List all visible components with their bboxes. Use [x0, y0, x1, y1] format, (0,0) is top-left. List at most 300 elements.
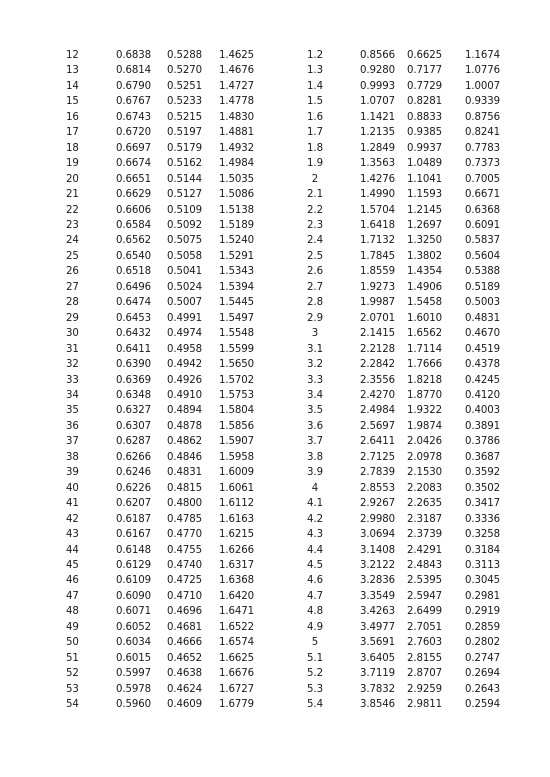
value-f-cell: 0.2594	[464, 699, 500, 711]
value-d-cell: 0.9280	[359, 65, 395, 77]
spacer-cell	[500, 141, 550, 156]
spacer-cell	[500, 125, 550, 140]
value-e-cell: 1.9874	[406, 420, 442, 432]
spacer-cell	[0, 249, 66, 264]
x-value-cell: 3.5	[307, 405, 323, 417]
spacer-cell	[0, 527, 66, 542]
x-value-cell: 1.5	[307, 96, 323, 108]
spacer-cell	[0, 233, 66, 248]
data-table	[0, 48, 550, 712]
row-number-cell: 19	[66, 158, 79, 170]
value-f-cell: 0.3113	[464, 559, 500, 571]
value-b-cell: 0.4910	[167, 389, 203, 401]
value-c-cell: 1.5702	[219, 374, 255, 386]
value-d-cell: 2.4270	[359, 389, 395, 401]
value-d-cell: 3.6405	[359, 652, 395, 664]
value-a-cell: 0.6015	[116, 652, 152, 664]
value-f-cell: 0.2802	[464, 637, 500, 649]
value-a-cell: 0.6651	[116, 173, 152, 185]
row-number-cell: 52	[66, 668, 79, 680]
value-b-cell: 0.4638	[167, 668, 203, 680]
x-value-cell: 3	[311, 328, 319, 340]
spacer-cell	[0, 635, 66, 650]
spacer-cell	[500, 651, 550, 666]
spacer-cell	[500, 373, 550, 388]
value-e-cell: 2.7051	[406, 621, 442, 633]
row-number-cell: 23	[66, 219, 79, 231]
table-row	[0, 543, 550, 558]
value-c-cell: 1.6727	[219, 683, 255, 695]
x-value-cell: 2.2	[307, 204, 323, 216]
value-c-cell: 1.6215	[219, 529, 255, 541]
spacer-cell	[0, 543, 66, 558]
spacer-cell	[500, 342, 550, 357]
value-a-cell: 0.6071	[116, 606, 152, 618]
x-value-cell: 4.1	[307, 498, 323, 510]
spacer-cell	[500, 249, 550, 264]
value-c-cell: 1.6112	[219, 498, 255, 510]
x-value-cell: 4.4	[307, 544, 323, 556]
spacer-cell	[500, 311, 550, 326]
value-f-cell: 0.3502	[464, 482, 500, 494]
value-d-cell: 1.4276	[359, 173, 395, 185]
spacer-cell	[0, 620, 66, 635]
value-f-cell: 0.7373	[464, 158, 500, 170]
value-c-cell: 1.5753	[219, 389, 255, 401]
value-e-cell: 1.5458	[406, 297, 442, 309]
table-row	[0, 481, 550, 496]
spacer-cell	[500, 295, 550, 310]
x-value-cell: 2.3	[307, 219, 323, 231]
value-f-cell: 0.3891	[464, 420, 500, 432]
row-number-cell: 15	[66, 96, 79, 108]
value-b-cell: 0.5179	[167, 142, 203, 154]
value-c-cell: 1.5240	[219, 235, 255, 247]
value-e-cell: 0.9937	[406, 142, 442, 154]
value-a-cell: 0.6327	[116, 405, 152, 417]
value-c-cell: 1.6779	[219, 699, 255, 711]
value-c-cell: 1.6317	[219, 559, 255, 571]
value-a-cell: 0.6743	[116, 111, 152, 123]
table-row	[0, 94, 550, 109]
row-number-cell: 41	[66, 498, 79, 510]
x-value-cell: 3.9	[307, 467, 323, 479]
x-value-cell: 4.6	[307, 575, 323, 587]
value-f-cell: 0.5837	[464, 235, 500, 247]
table-row	[0, 264, 550, 279]
spacer-cell	[500, 543, 550, 558]
table-row	[0, 48, 550, 63]
value-e-cell: 1.7666	[406, 359, 442, 371]
value-c-cell: 1.5856	[219, 420, 255, 432]
value-c-cell: 1.5907	[219, 436, 255, 448]
spacer-cell	[0, 79, 66, 94]
value-a-cell: 0.6226	[116, 482, 152, 494]
value-b-cell: 0.4681	[167, 621, 203, 633]
spacer-cell	[500, 604, 550, 619]
row-number-cell: 28	[66, 297, 79, 309]
row-number-cell: 42	[66, 513, 79, 525]
value-a-cell: 0.6148	[116, 544, 152, 556]
value-f-cell: 0.4120	[464, 389, 500, 401]
table-row	[0, 666, 550, 681]
spacer-cell	[0, 280, 66, 295]
x-value-cell: 5.4	[307, 699, 323, 711]
table-row	[0, 620, 550, 635]
value-e-cell: 2.7603	[406, 637, 442, 649]
spacer-cell	[0, 295, 66, 310]
value-e-cell: 2.5395	[406, 575, 442, 587]
spacer-cell	[0, 573, 66, 588]
spacer-cell	[500, 434, 550, 449]
table-row	[0, 203, 550, 218]
value-d-cell: 2.9267	[359, 498, 395, 510]
value-f-cell: 0.3786	[464, 436, 500, 448]
value-c-cell: 1.5189	[219, 219, 255, 231]
value-d-cell: 2.6411	[359, 436, 395, 448]
spacer-cell	[0, 388, 66, 403]
value-b-cell: 0.4958	[167, 343, 203, 355]
row-number-cell: 26	[66, 266, 79, 278]
value-e-cell: 0.6625	[406, 50, 442, 61]
value-a-cell: 0.6207	[116, 498, 152, 510]
value-c-cell: 1.4932	[219, 142, 255, 154]
value-c-cell: 1.4625	[219, 50, 255, 61]
value-b-cell: 0.4770	[167, 529, 203, 541]
value-a-cell: 0.6129	[116, 559, 152, 571]
table-row	[0, 373, 550, 388]
x-value-cell: 1.4	[307, 80, 323, 92]
x-value-cell: 1.9	[307, 158, 323, 170]
spacer-cell	[0, 110, 66, 125]
value-c-cell: 1.5804	[219, 405, 255, 417]
value-b-cell: 0.4878	[167, 420, 203, 432]
spacer-cell	[500, 218, 550, 233]
value-c-cell: 1.6625	[219, 652, 255, 664]
value-d-cell: 0.9993	[359, 80, 395, 92]
value-e-cell: 0.8281	[406, 96, 442, 108]
spacer-cell	[0, 156, 66, 171]
table-row	[0, 249, 550, 264]
row-number-cell: 17	[66, 127, 79, 139]
value-f-cell: 0.3045	[464, 575, 500, 587]
value-d-cell: 1.8559	[359, 266, 395, 278]
row-number-cell: 39	[66, 467, 79, 479]
value-d-cell: 3.1408	[359, 544, 395, 556]
row-number-cell: 25	[66, 250, 79, 262]
value-e-cell: 2.1530	[406, 467, 442, 479]
spacer-cell	[500, 481, 550, 496]
value-b-cell: 0.5270	[167, 65, 203, 77]
spacer-cell	[0, 450, 66, 465]
spacer-cell	[0, 172, 66, 187]
spacer-cell	[0, 604, 66, 619]
table-row	[0, 651, 550, 666]
value-c-cell: 1.6574	[219, 637, 255, 649]
row-number-cell: 34	[66, 389, 79, 401]
table-row	[0, 465, 550, 480]
table-row	[0, 682, 550, 697]
value-f-cell: 0.4378	[464, 359, 500, 371]
table-row	[0, 125, 550, 140]
x-value-cell: 2.5	[307, 250, 323, 262]
x-value-cell: 1.7	[307, 127, 323, 139]
value-e-cell: 1.3250	[406, 235, 442, 247]
value-e-cell: 1.0489	[406, 158, 442, 170]
spacer-cell	[500, 79, 550, 94]
value-d-cell: 2.7125	[359, 451, 395, 463]
table-row	[0, 604, 550, 619]
value-f-cell: 1.0776	[464, 65, 500, 77]
value-d-cell: 1.4990	[359, 189, 395, 201]
value-d-cell: 2.0701	[359, 312, 395, 324]
x-value-cell: 3.7	[307, 436, 323, 448]
value-f-cell: 0.7005	[464, 173, 500, 185]
value-e-cell: 0.7177	[406, 65, 442, 77]
value-d-cell: 1.0707	[359, 96, 395, 108]
value-f-cell: 0.2859	[464, 621, 500, 633]
value-f-cell: 0.3687	[464, 451, 500, 463]
value-b-cell: 0.4755	[167, 544, 203, 556]
x-value-cell: 4.5	[307, 559, 323, 571]
value-d-cell: 1.6418	[359, 219, 395, 231]
x-value-cell: 4	[311, 482, 319, 494]
value-d-cell: 2.8553	[359, 482, 395, 494]
table-row	[0, 233, 550, 248]
value-d-cell: 1.1421	[359, 111, 395, 123]
spacer-cell	[500, 527, 550, 542]
value-a-cell: 0.6562	[116, 235, 152, 247]
x-value-cell: 4.8	[307, 606, 323, 618]
row-number-cell: 40	[66, 482, 79, 494]
value-e-cell: 2.2083	[406, 482, 442, 494]
x-value-cell: 5.1	[307, 652, 323, 664]
value-d-cell: 1.3563	[359, 158, 395, 170]
value-a-cell: 0.6411	[116, 343, 152, 355]
value-e-cell: 1.8770	[406, 389, 442, 401]
value-c-cell: 1.5138	[219, 204, 255, 216]
value-d-cell: 3.2122	[359, 559, 395, 571]
spacer-cell	[500, 187, 550, 202]
value-a-cell: 0.5960	[116, 699, 152, 711]
table-row	[0, 419, 550, 434]
spacer-cell	[0, 434, 66, 449]
value-b-cell: 0.4710	[167, 590, 203, 602]
spacer-cell	[0, 218, 66, 233]
value-b-cell: 0.4894	[167, 405, 203, 417]
spacer-cell	[500, 419, 550, 434]
row-number-cell: 44	[66, 544, 79, 556]
x-value-cell: 2.6	[307, 266, 323, 278]
spacer-cell	[0, 512, 66, 527]
value-f-cell: 0.3184	[464, 544, 500, 556]
spacer-cell	[500, 264, 550, 279]
value-a-cell: 0.6674	[116, 158, 152, 170]
spacer-cell	[0, 187, 66, 202]
spacer-cell	[500, 589, 550, 604]
row-number-cell: 22	[66, 204, 79, 216]
table-row	[0, 512, 550, 527]
value-e-cell: 1.9322	[406, 405, 442, 417]
x-value-cell: 2.1	[307, 189, 323, 201]
value-b-cell: 0.4815	[167, 482, 203, 494]
value-d-cell: 3.8546	[359, 699, 395, 711]
row-number-cell: 53	[66, 683, 79, 695]
spacer-cell	[0, 496, 66, 511]
value-c-cell: 1.5394	[219, 281, 255, 293]
value-b-cell: 0.5041	[167, 266, 203, 278]
value-e-cell: 2.8707	[406, 668, 442, 680]
x-value-cell: 1.3	[307, 65, 323, 77]
value-c-cell: 1.4676	[219, 65, 255, 77]
value-e-cell: 2.6499	[406, 606, 442, 618]
value-c-cell: 1.4984	[219, 158, 255, 170]
value-c-cell: 1.4778	[219, 96, 255, 108]
row-number-cell: 37	[66, 436, 79, 448]
value-d-cell: 1.9273	[359, 281, 395, 293]
value-c-cell: 1.6163	[219, 513, 255, 525]
x-value-cell: 3.8	[307, 451, 323, 463]
value-e-cell: 2.0978	[406, 451, 442, 463]
value-d-cell: 3.2836	[359, 575, 395, 587]
value-d-cell: 3.3549	[359, 590, 395, 602]
value-c-cell: 1.4727	[219, 80, 255, 92]
value-a-cell: 0.6266	[116, 451, 152, 463]
value-e-cell: 2.9811	[406, 699, 442, 711]
row-number-cell: 32	[66, 359, 79, 371]
value-f-cell: 0.5003	[464, 297, 500, 309]
table-row	[0, 63, 550, 78]
value-a-cell: 0.6720	[116, 127, 152, 139]
value-e-cell: 0.8833	[406, 111, 442, 123]
spacer-cell	[500, 666, 550, 681]
value-f-cell: 0.4003	[464, 405, 500, 417]
spacer-cell	[500, 94, 550, 109]
row-number-cell: 45	[66, 559, 79, 571]
spacer-cell	[500, 620, 550, 635]
x-value-cell: 2.7	[307, 281, 323, 293]
spacer-cell	[500, 172, 550, 187]
spacer-cell	[0, 311, 66, 326]
spacer-cell	[500, 326, 550, 341]
value-d-cell: 3.7832	[359, 683, 395, 695]
value-a-cell: 0.6246	[116, 467, 152, 479]
value-d-cell: 3.4977	[359, 621, 395, 633]
value-b-cell: 0.4740	[167, 559, 203, 571]
table-row	[0, 141, 550, 156]
value-f-cell: 0.5189	[464, 281, 500, 293]
table-row	[0, 635, 550, 650]
value-b-cell: 0.4785	[167, 513, 203, 525]
row-number-cell: 29	[66, 312, 79, 324]
value-a-cell: 0.6814	[116, 65, 152, 77]
row-number-cell: 49	[66, 621, 79, 633]
table-row	[0, 697, 550, 712]
value-e-cell: 2.8155	[406, 652, 442, 664]
value-a-cell: 0.6453	[116, 312, 152, 324]
value-f-cell: 0.3592	[464, 467, 500, 479]
spacer-cell	[0, 357, 66, 372]
value-d-cell: 3.4263	[359, 606, 395, 618]
value-c-cell: 1.4830	[219, 111, 255, 123]
row-number-cell: 12	[66, 50, 79, 61]
value-a-cell: 0.6474	[116, 297, 152, 309]
value-c-cell: 1.6471	[219, 606, 255, 618]
value-a-cell: 0.6629	[116, 189, 152, 201]
spacer-cell	[500, 512, 550, 527]
table-row	[0, 589, 550, 604]
row-number-cell: 35	[66, 405, 79, 417]
x-value-cell: 4.2	[307, 513, 323, 525]
value-b-cell: 0.5109	[167, 204, 203, 216]
row-number-cell: 48	[66, 606, 79, 618]
value-a-cell: 0.6838	[116, 50, 152, 61]
value-d-cell: 2.4984	[359, 405, 395, 417]
spacer-cell	[500, 573, 550, 588]
spacer-cell	[500, 48, 550, 63]
value-f-cell: 0.4519	[464, 343, 500, 355]
value-f-cell: 1.1674	[464, 50, 500, 61]
value-e-cell: 1.2697	[406, 219, 442, 231]
value-c-cell: 1.5035	[219, 173, 255, 185]
value-f-cell: 0.8756	[464, 111, 500, 123]
x-value-cell: 2.4	[307, 235, 323, 247]
row-number-cell: 20	[66, 173, 79, 185]
value-d-cell: 3.0694	[359, 529, 395, 541]
spacer-cell	[0, 326, 66, 341]
value-e-cell: 1.1593	[406, 189, 442, 201]
value-d-cell: 2.2128	[359, 343, 395, 355]
row-number-cell: 33	[66, 374, 79, 386]
value-a-cell: 0.6767	[116, 96, 152, 108]
value-c-cell: 1.6368	[219, 575, 255, 587]
value-a-cell: 0.6697	[116, 142, 152, 154]
row-number-cell: 38	[66, 451, 79, 463]
table-row	[0, 388, 550, 403]
value-a-cell: 0.6540	[116, 250, 152, 262]
value-b-cell: 0.4926	[167, 374, 203, 386]
value-e-cell: 1.4354	[406, 266, 442, 278]
value-a-cell: 0.6187	[116, 513, 152, 525]
value-f-cell: 0.2694	[464, 668, 500, 680]
value-f-cell: 1.0007	[464, 80, 500, 92]
value-f-cell: 0.4831	[464, 312, 500, 324]
table-row	[0, 295, 550, 310]
x-value-cell: 1.2	[307, 50, 323, 61]
value-a-cell: 0.6369	[116, 374, 152, 386]
spacer-cell	[0, 651, 66, 666]
value-d-cell: 1.2135	[359, 127, 395, 139]
table-row	[0, 496, 550, 511]
spacer-cell	[500, 280, 550, 295]
value-f-cell: 0.2919	[464, 606, 500, 618]
value-a-cell: 0.6390	[116, 359, 152, 371]
spacer-cell	[500, 558, 550, 573]
x-value-cell: 5	[311, 637, 319, 649]
value-a-cell: 0.6287	[116, 436, 152, 448]
value-c-cell: 1.5650	[219, 359, 255, 371]
spacer-cell	[500, 156, 550, 171]
spacer-cell	[0, 481, 66, 496]
value-a-cell: 0.6034	[116, 637, 152, 649]
spacer-cell	[0, 203, 66, 218]
value-f-cell: 0.3336	[464, 513, 500, 525]
spacer-cell	[0, 419, 66, 434]
table-row	[0, 450, 550, 465]
row-number-cell: 13	[66, 65, 79, 77]
value-b-cell: 0.5058	[167, 250, 203, 262]
spacer-cell	[500, 110, 550, 125]
